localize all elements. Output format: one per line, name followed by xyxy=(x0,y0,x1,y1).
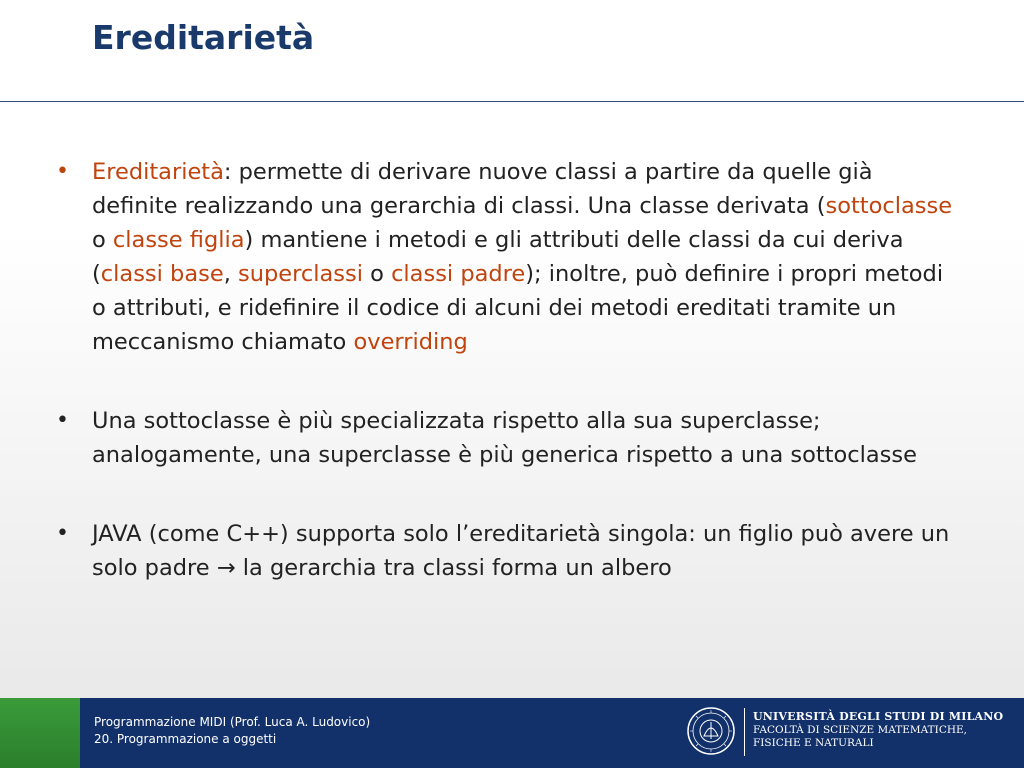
university-name: UNIVERSITÀ DEGLI STUDI DI MILANO xyxy=(753,710,1004,723)
bullet-item-sottoclasse xyxy=(56,404,956,472)
text-fragment: : permette di derivare nuove classi a partire da quelle già definite realizzando una gerarchia di classi. Una classe derivata ( xyxy=(92,159,873,219)
highlighted-term: overriding xyxy=(353,329,468,355)
footer-course-info xyxy=(94,714,370,748)
bullet-text: JAVA (come C++) supporta solo l’ereditarietà singola: un figlio può avere un solo padre → la gerarchia tra classi forma un albero xyxy=(92,521,950,581)
text-fragment: o xyxy=(362,261,392,287)
bullet-text: Una sottoclasse è più specializzata rispetto alla sua superclasse; analogamente, una superclasse è più generica rispetto a una sottoclasse xyxy=(92,408,917,468)
title-divider xyxy=(0,101,1024,102)
slide-body xyxy=(56,155,956,630)
highlighted-term: sottoclasse xyxy=(825,193,953,219)
university-logo-text xyxy=(753,710,1003,750)
slide-title: Ereditarietà xyxy=(92,18,315,57)
bullet-dot-icon: • xyxy=(56,159,69,184)
footer-green-block xyxy=(0,698,80,768)
lecture-title: 20. Programmazione a oggetti xyxy=(94,732,277,746)
highlighted-term: superclassi xyxy=(238,261,363,287)
text-fragment: , xyxy=(223,261,238,287)
course-title: Programmazione MIDI (Prof. Luca A. Ludovico) xyxy=(94,715,371,729)
text-fragment: ); inoltre, può definire i propri metodi o attributi, e ridefinire il codice di alcuni dei metodi ereditati tramite un meccanismo chiamato xyxy=(92,261,944,355)
university-seal-icon xyxy=(686,706,736,756)
footer-separator xyxy=(744,708,745,756)
text-fragment: o xyxy=(92,227,113,253)
bullet-item-ereditarieta xyxy=(56,155,956,359)
text-fragment: ) mantiene i metodi e gli attributi delle classi da cui deriva ( xyxy=(92,227,904,287)
highlighted-term: classi base xyxy=(100,261,224,287)
bullet-item-java xyxy=(56,517,956,585)
footer-bar xyxy=(0,698,1024,768)
faculty-name-line2: FISICHE E NATURALI xyxy=(753,737,874,749)
bullet-dot-icon: • xyxy=(56,521,69,546)
bullet-dot-icon: • xyxy=(56,408,69,433)
faculty-name-line1: FACOLTÀ DI SCIENZE MATEMATICHE, xyxy=(753,724,968,736)
highlighted-term: Ereditarietà xyxy=(92,159,224,185)
highlighted-term: classe figlia xyxy=(112,227,245,253)
bullet-text xyxy=(92,159,952,355)
highlighted-term: classi padre xyxy=(391,261,526,287)
